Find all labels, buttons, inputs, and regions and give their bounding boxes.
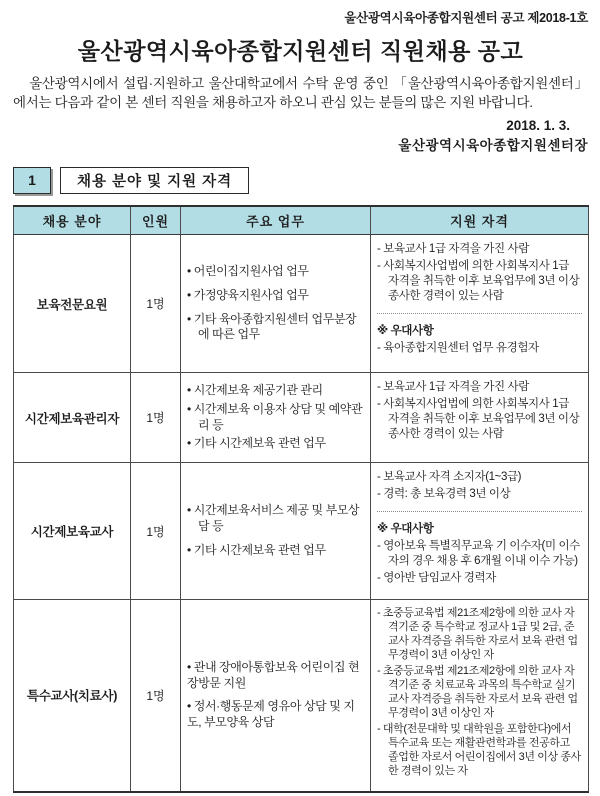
duties-cell <box>181 463 371 600</box>
dotted-divider <box>377 511 582 512</box>
section-title: 채용 분야 및 지원 자격 <box>60 167 249 194</box>
col-header-duties: 주요 업무 <box>181 206 371 235</box>
intro-paragraph: 울산광역시에서 설립·지원하고 울산대학교에서 수탁 운영 중인 「울산광역시육아종합지원센터」에서는 다음과 같이 본 센터 직원을 채용하고자 하오니 관심 있는 분들의 많은 지원 바랍니다. <box>13 76 588 111</box>
section-header <box>13 167 588 194</box>
section-number-badge: 1 <box>13 167 51 194</box>
field-cell: 특수교사(치료사) <box>14 600 131 792</box>
preferred-item: - 영아반 담임교사 경력자 <box>377 571 582 586</box>
qualifications-cell <box>371 600 589 792</box>
table-row-parttime-care-manager <box>14 373 589 463</box>
table-row-parttime-care-teacher <box>14 463 589 600</box>
recruitment-table <box>13 205 589 793</box>
duty-item: • 가정양육지원사업 업무 <box>187 288 364 304</box>
table-header-row <box>14 206 589 235</box>
duties-cell <box>181 235 371 373</box>
count-cell: 1명 <box>131 373 181 463</box>
col-header-count: 인원 <box>131 206 181 235</box>
qualifications-cell <box>371 373 589 463</box>
qualification-item: - 보육교사 1급 자격을 가진 사람 <box>377 242 582 257</box>
duty-item: • 정서·행동문제 영유아 상담 및 지도, 부모양육 상담 <box>187 699 364 731</box>
duties-cell <box>181 600 371 792</box>
col-header-field: 채용 분야 <box>14 206 131 235</box>
doc-signer: 울산광역시육아종합지원센터장 <box>398 137 588 153</box>
doc-number: 울산광역시육아종합지원센터 공고 제2018-1호 <box>344 11 588 25</box>
preferred-label: ※ 우대사항 <box>377 324 434 337</box>
count-cell: 1명 <box>131 235 181 373</box>
doc-date: 2018. 1. 3. <box>506 117 570 133</box>
qualification-item: - 보육교사 1급 자격을 가진 사람 <box>377 380 582 395</box>
dotted-divider <box>377 313 582 314</box>
preferred-label: ※ 우대사항 <box>377 523 434 536</box>
qualification-item: - 보육교사 자격 소지자(1~3급) <box>377 470 582 485</box>
qualification-item: - 초중등교육법 제21조제2항에 의한 교사 자격기준 중 치료교육 과목의 특수학교 실기교사 자격증을 취득한 자로서 보육 관련 업무경력이 3년 이상인 자 <box>377 665 582 721</box>
qualification-item: - 사회복지사업법에 의한 사회복지사 1급 자격을 취득한 이후 보육업무에 3년 이상 종사한 경력이 있는 사람 <box>377 259 582 304</box>
preferred-item: - 육아종합지원센터 업무 유경험자 <box>377 341 582 356</box>
duty-item: • 관내 장애아통합보육 어린이집 현장방문 지원 <box>187 660 364 692</box>
qualification-item: - 경력: 총 보육경력 3년 이상 <box>377 487 582 502</box>
count-cell: 1명 <box>131 600 181 792</box>
field-cell: 시간제보육관리자 <box>14 373 131 463</box>
duties-cell <box>181 373 371 463</box>
field-cell: 보육전문요원 <box>14 235 131 373</box>
field-cell: 시간제보육교사 <box>14 463 131 600</box>
duty-item: • 시간제보육 이용자 상담 및 예약관리 등 <box>187 402 364 434</box>
qualifications-cell <box>371 463 589 600</box>
duty-item: • 시간제보육서비스 제공 및 부모상담 등 <box>187 503 364 535</box>
qualification-item: - 사회복지사업법에 의한 사회복지사 1급 자격을 취득한 이후 보육업무에 3년 이상 종사한 경력이 있는 사람 <box>377 397 582 442</box>
duty-item: • 어린이집지원사업 업무 <box>187 264 364 280</box>
table-row-special-education-teacher <box>14 600 589 792</box>
duty-item: • 기타 시간제보육 관련 업무 <box>187 543 364 559</box>
duty-item: • 기타 육아종합지원센터 업무분장에 따른 업무 <box>187 312 364 344</box>
table-row-childcare-specialist <box>14 235 589 373</box>
duty-item: • 기타 시간제보육 관련 업무 <box>187 436 364 452</box>
count-cell: 1명 <box>131 463 181 600</box>
col-header-qualifications: 지원 자격 <box>371 206 589 235</box>
page-title: 울산광역시육아종합지원센터 직원채용 공고 <box>77 38 524 64</box>
qualification-item: - 대학(전문대학 및 대학원을 포함한다)에서 특수교육 또는 재활관련학과를 전공하고 졸업한 자로서 어린이집에서 3년 이상 종사한 경력이 있는 자 <box>377 723 582 779</box>
qualifications-cell <box>371 235 589 373</box>
duty-item: • 시간제보육 제공기관 관리 <box>187 383 364 399</box>
qualification-item: - 초중등교육법 제21조제2항에 의한 교사 자격기준 중 특수학교 정교사 1급 및 2급, 준교사 자격증을 취득한 자로서 보육 관련 업무경력이 3년 이상인 자 <box>377 607 582 663</box>
preferred-item: - 영아보육 특별직무교육 기 이수자(미 이수자의 경우 채용 후 6개월 이내 이수 가능) <box>377 539 582 569</box>
